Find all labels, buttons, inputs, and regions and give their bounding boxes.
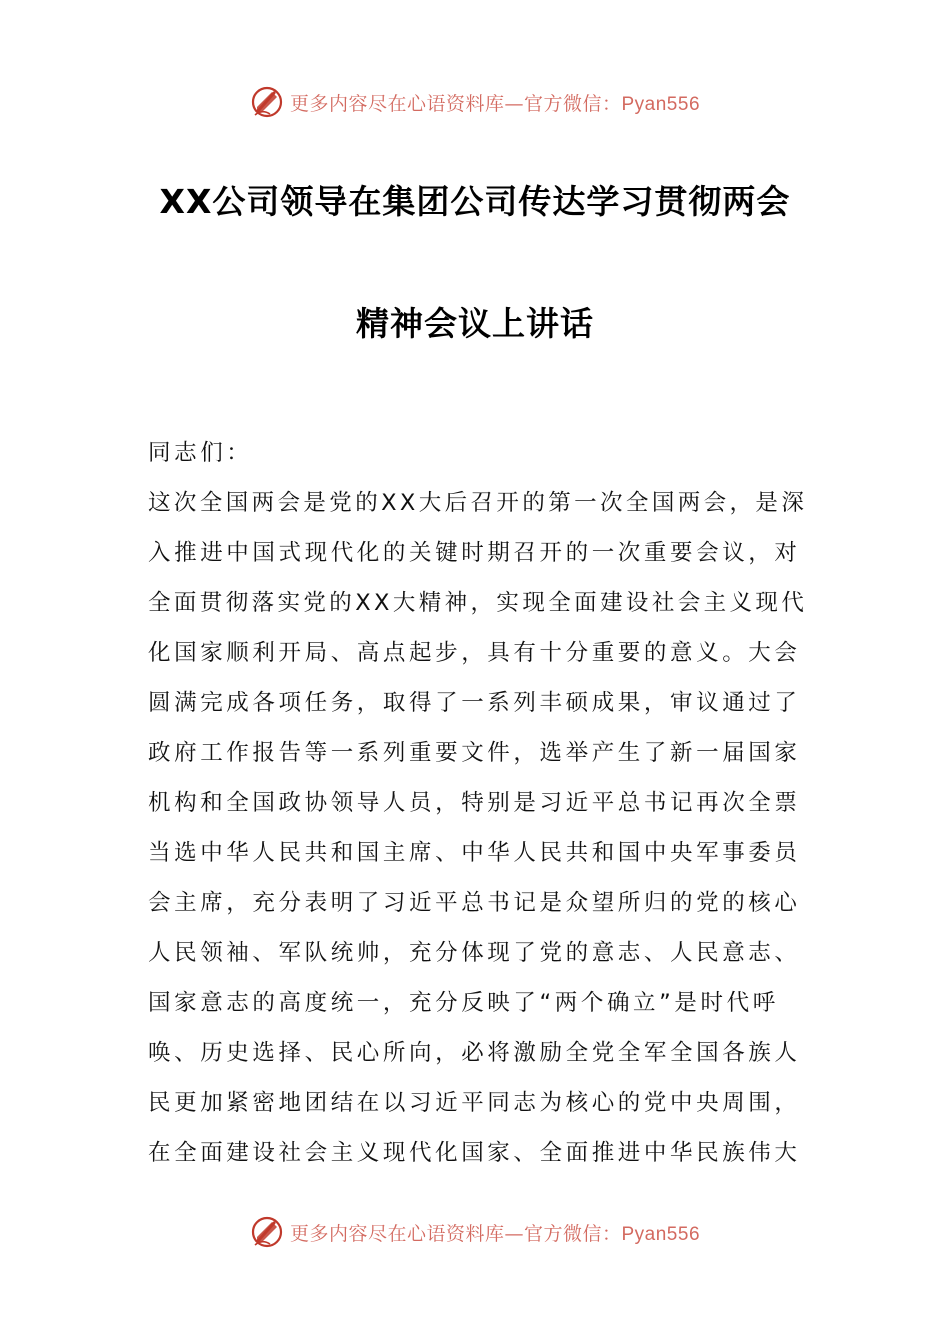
body-line: 政府工作报告等一系列重要文件，选举产生了新一届国家 [148,740,801,766]
body-line: 这次全国两会是党的XX大后召开的第一次全国两会，是深 [148,490,808,516]
watermark-brand: 更多内容尽在心语资料库 [289,92,505,115]
watermark-wechat-id: Pyan556 [621,1223,701,1245]
watermark-wechat-id: Pyan556 [621,93,701,115]
body-line: 在全面建设社会主义现代化国家、全面推进中华民族伟大 [148,1140,801,1166]
body-line: 机构和全国政协领导人员，特别是习近平总书记再次全票 [148,790,801,816]
document-title-line-2: 精神会议上讲话 [356,304,594,343]
watermark-text [290,89,700,116]
body-line: 入推进中国式现代化的关键时期召开的一次重要会议，对 [148,540,801,566]
watermark-brand: 更多内容尽在心语资料库 [289,1222,505,1245]
watermark-separator: — [504,92,524,115]
body-line: 圆满完成各项任务，取得了一系列丰硕成果，审议通过了 [148,690,801,716]
document-title-line-1: XX公司领导在集团公司传达学习贯彻两会 [159,182,791,221]
body-line: 全面贯彻落实党的XX大精神，实现全面建设社会主义现代 [148,590,808,616]
body-line: 国家意志的高度统一，充分反映了“两个确立”是时代呼 [148,990,779,1016]
footer-watermark [0,1212,950,1252]
watermark-separator: — [504,1222,524,1245]
document-body [148,428,808,1178]
body-line: 唤、历史选择、民心所向，必将激励全党全军全国各族人 [148,1040,801,1066]
body-line: 民更加紧密地团结在以习近平同志为核心的党中央周围， [148,1090,801,1116]
salutation: 同志们： [148,440,253,466]
body-line: 会主席，充分表明了习近平总书记是众望所归的党的核心 [148,890,801,916]
body-line: 化国家顺利开局、高点起步，具有十分重要的意义。大会 [148,640,801,666]
header-watermark [0,82,950,122]
body-line: 当选中华人民共和国主席、中华人民共和国中央军事委员 [148,840,801,866]
pen-logo-icon [250,1215,284,1249]
watermark-wechat-label: 官方微信： [523,1222,622,1245]
body-line: 人民领袖、军队统帅，充分体现了党的意志、人民意志、 [148,940,801,966]
watermark-wechat-label: 官方微信： [523,92,622,115]
watermark-text [290,1219,700,1246]
pen-logo-icon [250,85,284,119]
